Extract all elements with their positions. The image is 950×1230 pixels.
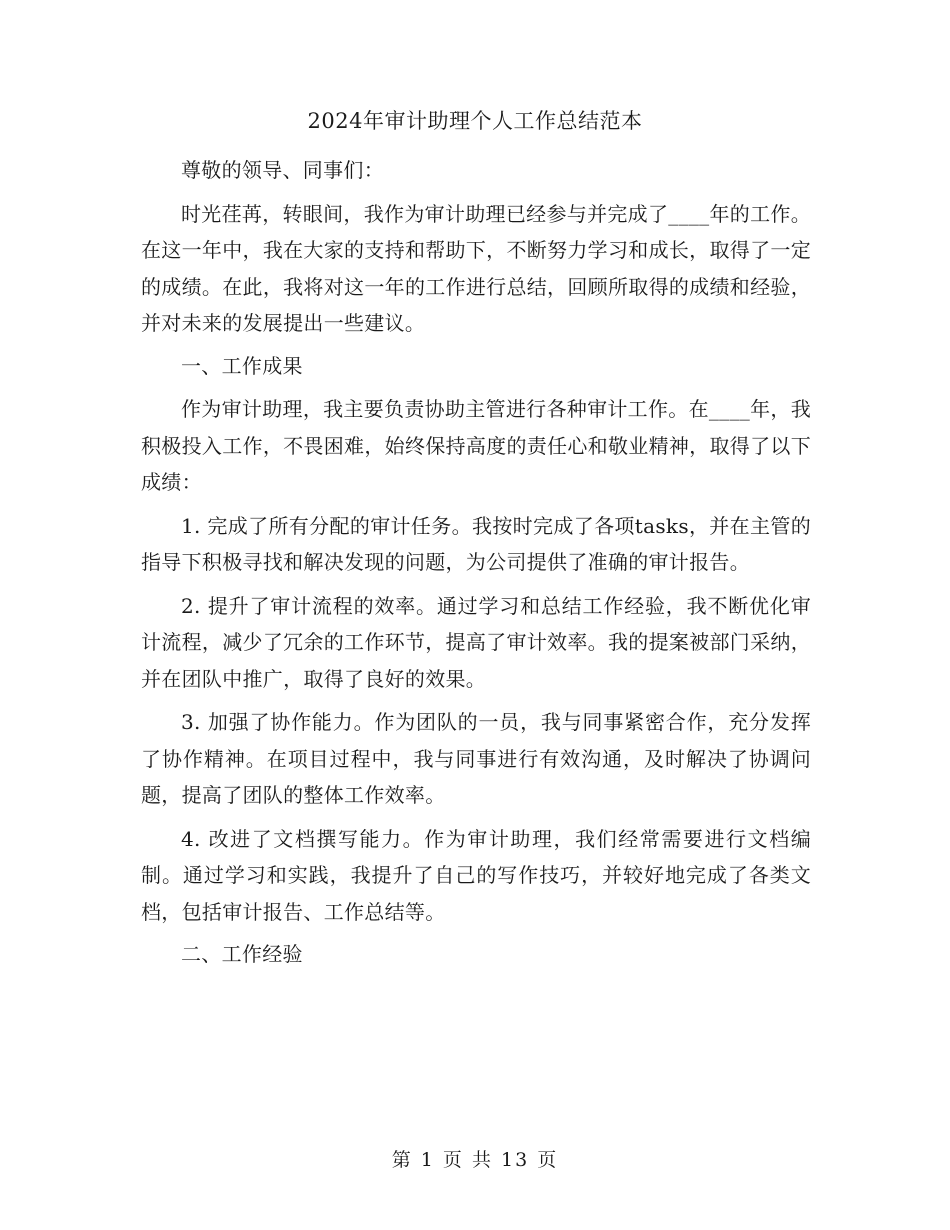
- document-title: 2024年审计助理个人工作总结范本: [307, 109, 643, 133]
- salutation: 尊敬的领导、同事们：: [181, 158, 384, 182]
- page-number-footer: 第 1 页 共 13 页: [391, 1149, 559, 1171]
- achievement-item-2: 2. 提升了审计流程的效率。通过学习和总结工作经验，我不断优化审计流程，减少了冗余的工作环节，提高了审计效率。我的提案被部门采纳，并在团队中推广，取得了良好的效果。: [141, 593, 811, 691]
- intro-paragraph: 时光荏苒，转眼间，我作为审计助理已经参与并完成了____年的工作。在这一年中，我在大家的支持和帮助下，不断努力学习和成长，取得了一定的成绩。在此，我将对这一年的工作进行总结，回顾所取得的成绩和经验，并对未来的发展提出一些建议。: [141, 201, 811, 335]
- section-heading-achievements: 一、工作成果: [181, 353, 303, 378]
- achievement-item-3: 3. 加强了协作能力。作为团队的一员，我与同事紧密合作，充分发挥了协作精神。在项目过程中，我与同事进行有效沟通，及时解决了协调问题，提高了团队的整体工作效率。: [141, 710, 811, 807]
- achievement-item-4: 4. 改进了文档撰写能力。作为审计助理，我们经常需要进行文档编制。通过学习和实践，我提升了自己的写作技巧，并较好地完成了各类文档，包括审计报告、工作总结等。: [141, 826, 811, 924]
- achievements-intro-paragraph: 作为审计助理，我主要负责协助主管进行各种审计工作。在____年，我积极投入工作，不畏困难，始终保持高度的责任心和敬业精神，取得了以下成绩：: [141, 397, 811, 494]
- document-body: [141, 152, 811, 973]
- section-heading-experience: 二、工作经验: [181, 942, 303, 966]
- achievement-item-1: 1. 完成了所有分配的审计任务。我按时完成了各项tasks，并在主管的指导下积极寻找和解决发现的问题，为公司提供了准确的审计报告。: [141, 513, 811, 574]
